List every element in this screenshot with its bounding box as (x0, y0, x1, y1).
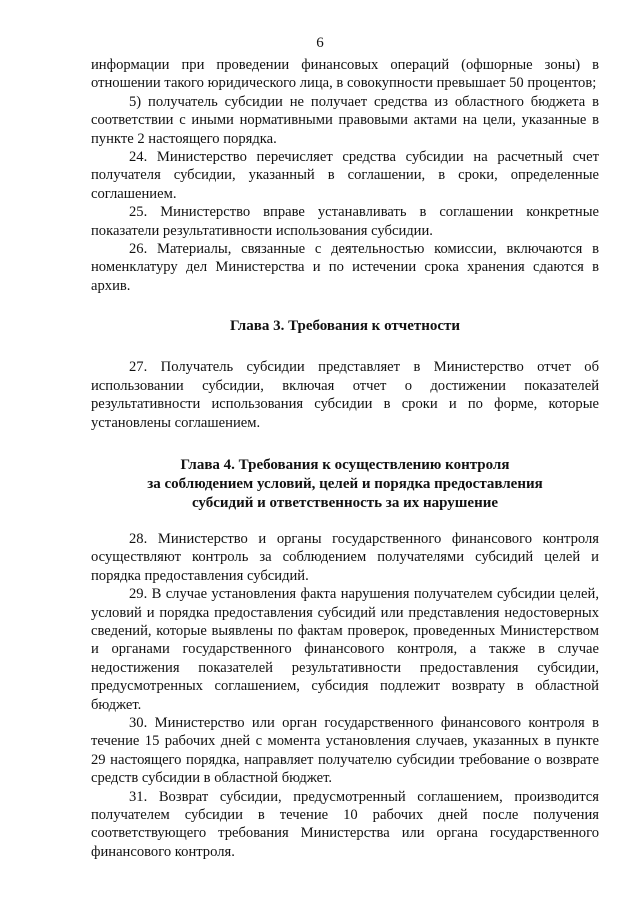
chapter-4-heading (91, 456, 599, 513)
paragraph-28: 28. Министерство и органы государственного финансового контроля осуществляют контроль за соблюдением получателями субсидий целей и порядка предоставления субсидий. (91, 530, 599, 584)
paragraph-26: 26. Материалы, связанные с деятельностью комиссии, включаются в номенклатуру дел Министерства и по истечении срока хранения сдаются в архив. (91, 241, 599, 294)
spacer (91, 295, 599, 317)
page-number: 6 (316, 35, 324, 51)
chapter-4-heading-line-2: за соблюдением условий, целей и порядка предоставления (147, 475, 543, 492)
chapter-4-heading-line-3: субсидий и ответственность за их нарушение (191, 494, 499, 511)
paragraph-item-5: 5) получатель субсидии не получает средства из областного бюджета в соответствии с иными нормативными правовыми актами на цели, указанные в пункте 2 настоящего порядка. (91, 93, 599, 147)
chapter-4-heading-line-1: Глава 4. Требования к осуществлению контроля (180, 456, 510, 473)
document-body (91, 56, 599, 861)
chapter-3-heading: Глава 3. Требования к отчетности (229, 318, 461, 335)
paragraph-31: 31. Возврат субсидии, предусмотренный соглашением, производится получателем субсидии в течение 10 рабочих дней после получения соответствующего требования Министерства или органа государственного финансового контроля. (91, 788, 599, 860)
spacer (91, 432, 599, 456)
paragraph-30: 30. Министерство или орган государственного финансового контроля в течение 15 рабочих дней с момента установления случаев, указанных в пункте 29 настоящего порядка, направляет получателю субсидии требование о возврате средств субсидии в областной бюджет. (91, 714, 599, 787)
spacer (91, 513, 599, 530)
paragraph-24: 24. Министерство перечисляет средства субсидии на расчетный счет получателя субсидии, указанный в соглашении, в сроки, определенные соглашением. (91, 149, 599, 202)
paragraph-29: 29. В случае установления факта нарушения получателем субсидии целей, условий и порядка предоставления субсидий или представления недостоверных сведений, которые выявлены по фактам проверок, проведенных Министерством и органами государственного финансового контроля, а также в случае недостижения показателей результативности предоставления субсидии, предусмотренных соглашением, субсидия подлежит возврату в областной бюджет. (91, 586, 599, 713)
paragraph-27: 27. Получатель субсидии представляет в Министерство отчет об использовании субсидии, включая отчет о достижении показателей результативности использования субсидии в сроки и по форме, которые установлены соглашением. (91, 359, 599, 431)
spacer (91, 336, 599, 358)
paragraph-25: 25. Министерство вправе устанавливать в соглашении конкретные показатели результативности использования субсидии. (91, 204, 599, 239)
paragraph-continuation: информации при проведении финансовых операций (офшорные зоны) в отношении такого юридического лица, в совокупности превышает 50 процентов; (91, 57, 599, 92)
